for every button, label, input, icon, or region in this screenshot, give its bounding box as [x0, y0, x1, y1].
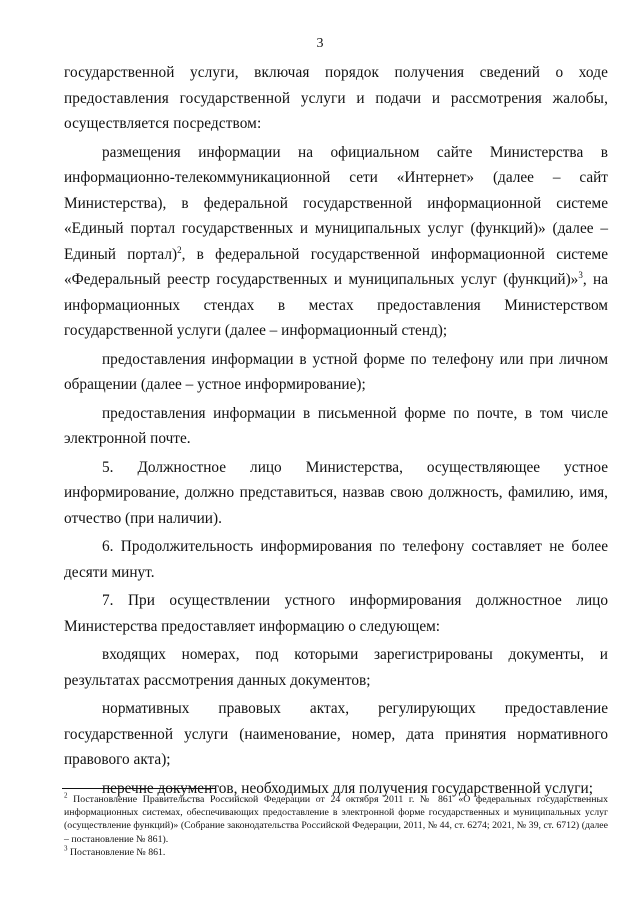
page-number: 3	[316, 36, 324, 51]
footnote-ref: 2	[177, 244, 182, 255]
footnote-2	[64, 793, 608, 846]
footnote-3	[64, 846, 608, 859]
paragraph-incoming-numbers: входящих номерах, под которыми зарегистрированы документы, и результатах рассмотрения данных документов;	[64, 646, 608, 689]
footnotes	[64, 793, 608, 859]
footnote-separator	[62, 788, 216, 789]
footnote-text: Постановление № 861.	[67, 846, 166, 858]
paragraph-item-6: 6. Продолжительность информирования по телефону составляет не более десяти минут.	[64, 538, 608, 581]
footnote-ref: 3	[578, 269, 583, 280]
paragraph-item-5: 5. Должностное лицо Министерства, осуществляющее устное информирование, должно представиться, назвав свою должность, фамилию, имя, отчество (при наличии).	[64, 458, 608, 527]
footnote-text: Постановление Правительства Российской Федерации от 24 октября 2011 г. № 861 «О федеральных государственных информационных системах, обеспечивающих предоставление в электронной форме государственных и муниципальных услуг (осуществление функций)» (Собрание законодательства Российской Федерации, 2011, № 44, ст. 6274; 2021, № 39, ст. 6712) (далее – постановление № 861).	[64, 794, 608, 845]
paragraph-oral-info: предоставления информации в устной форме по телефону или при личном обращении (далее – устное информирование);	[64, 350, 608, 393]
paragraph-legal-acts: нормативных правовых актах, регулирующих предоставление государственной услуги (наименование, номер, дата принятия нормативного правового акта);	[64, 700, 608, 768]
document-body	[64, 60, 608, 801]
paragraph-text-part: размещения информации на официальном сайте Министерства в информационно-телекоммуникационной сети «Интернет» (далее – сайт Министерства), в федеральной государственной информационной системе «Единый портал государственных и муниципальных услуг (функций)» (далее – Единый портал)	[64, 143, 608, 263]
paragraph-intro: государственной услуги, включая порядок получения сведений о ходе предоставления государственной услуги и подачи и рассмотрения жалобы, осуществляется посредством:	[64, 64, 608, 132]
footnote-mark: 3	[64, 844, 68, 853]
paragraph-documents-list: перечне документов, необходимых для получения государственной услуги;	[102, 779, 593, 797]
footnote-mark: 2	[64, 791, 68, 800]
paragraph-text-part: , на информационных стендах в местах предоставления Министерством государственной услуги (далее – информационный стенд);	[64, 271, 609, 339]
paragraph-item-7: 7. При осуществлении устного информирования должностное лицо Министерства предоставляет информацию о следующем:	[64, 592, 608, 635]
paragraph-text-part: , в федеральной государственной информационной системе «Федеральный реестр государственных и муниципальных услуг (функций)»	[64, 245, 608, 288]
paragraph-written-info: предоставления информации в письменной форме по почте, в том числе электронной почте.	[64, 404, 608, 447]
paragraph-website-posting	[64, 140, 608, 344]
